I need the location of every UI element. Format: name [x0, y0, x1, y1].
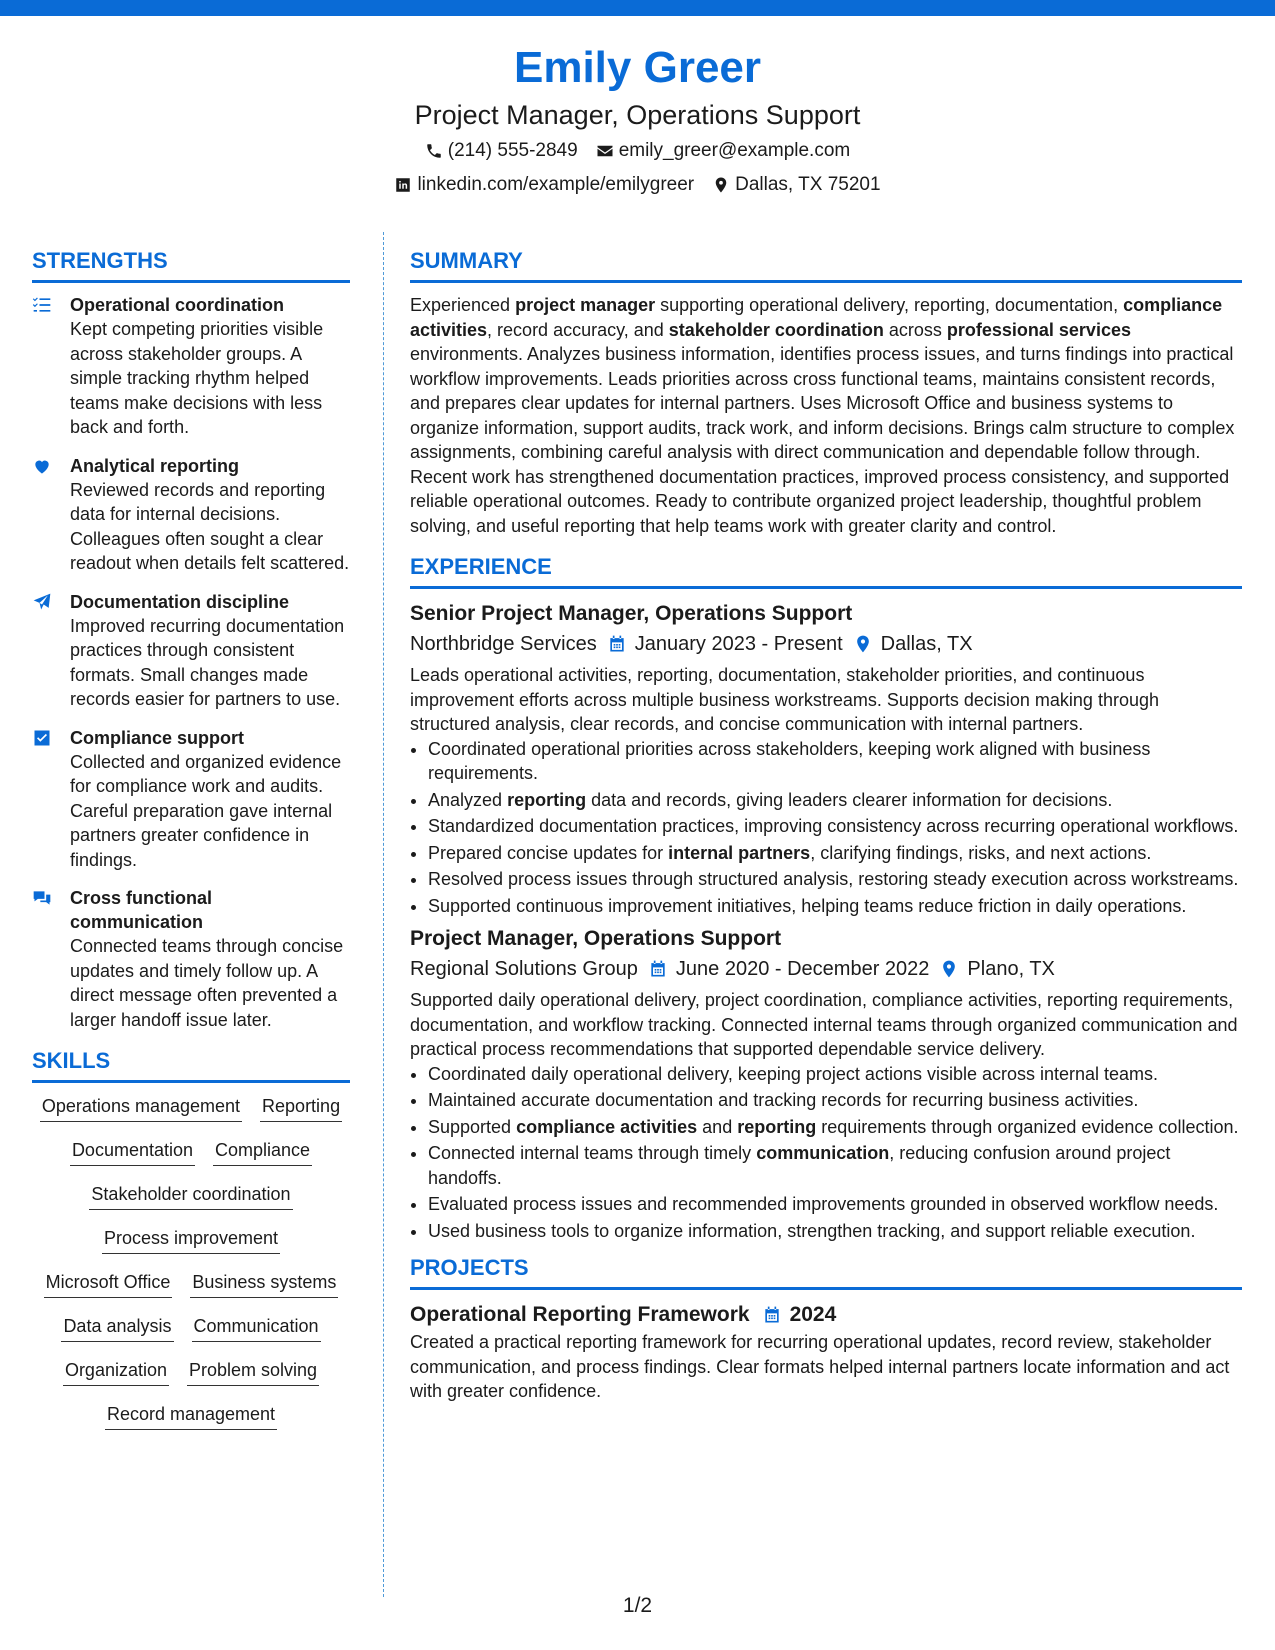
- column-divider: [383, 232, 384, 1597]
- heart-icon: [32, 456, 52, 476]
- job-entry: [410, 599, 1242, 918]
- phone-contact[interactable]: [425, 136, 578, 166]
- bullet-item: [428, 1088, 1242, 1113]
- location-text: Dallas, TX 75201: [735, 174, 881, 195]
- strength-item: [32, 886, 350, 1032]
- linkedin-icon: [394, 176, 412, 194]
- strength-icon-wrap: [32, 293, 70, 440]
- skill-tag: Data analysis: [61, 1313, 173, 1342]
- strength-item: [32, 293, 350, 440]
- text-segment: Evaluated process issues and recommended improvements grounded in observed workflow needs.: [428, 1194, 1219, 1214]
- job-location: [853, 629, 973, 659]
- calendar-icon: [607, 634, 627, 654]
- resume-header: [0, 40, 1275, 200]
- bold-text: project manager: [515, 295, 656, 315]
- text-segment: Analyzed: [428, 789, 508, 810]
- text-segment: Resolved process issues through structured analysis, restoring steady execution across workstreams.: [428, 869, 1239, 889]
- text-segment: , clarifying findings, risks, and next actions.: [810, 842, 1152, 863]
- strength-title: Cross functional communication: [70, 888, 213, 932]
- job-dates: [607, 629, 843, 659]
- company-name: Regional Solutions Group: [410, 958, 638, 980]
- project-title: Operational Reporting Framework: [410, 1303, 750, 1326]
- strength-item: [32, 454, 350, 576]
- bold-text: reporting: [507, 789, 587, 810]
- project-entry: [410, 1300, 1242, 1404]
- calendar-icon: [648, 959, 668, 979]
- location-text: Dallas, TX: [880, 633, 973, 655]
- right-column: [410, 246, 1242, 1404]
- strengths-list: [32, 293, 350, 1032]
- experience-heading: EXPERIENCE: [410, 552, 1242, 589]
- text-segment: across: [883, 319, 947, 340]
- text-segment: Used business tools to organize information, strengthen tracking, and support reliable execution.: [428, 1220, 1196, 1241]
- strength-title: Documentation discipline: [70, 591, 290, 612]
- bullet-item: [428, 1115, 1242, 1140]
- skill-tag: Operations management: [40, 1093, 242, 1122]
- strength-description: Improved recurring documentation practices through consistent formats. Small changes made records easier for partners to use.: [70, 615, 345, 709]
- contact-line-1: [0, 136, 1275, 166]
- strength-description: Connected teams through concise updates and timely follow up. A direct message often prevented a larger handoff issue later.: [70, 936, 344, 1030]
- email-contact[interactable]: [596, 136, 851, 166]
- text-segment: Experienced: [410, 295, 516, 315]
- strength-title: Operational coordination: [70, 295, 285, 315]
- bullet-item: [428, 814, 1242, 839]
- bullet-item: [428, 1062, 1242, 1087]
- bold-text: internal partners: [668, 842, 811, 863]
- skill-tag: Compliance: [213, 1137, 312, 1166]
- text-segment: Prepared concise updates for: [428, 842, 669, 863]
- strength-item: [32, 590, 350, 712]
- list-check-icon: [32, 295, 52, 315]
- strength-icon-wrap: [32, 886, 70, 1032]
- skill-tag: Business systems: [190, 1269, 338, 1298]
- skill-tag: Microsoft Office: [44, 1269, 173, 1298]
- text-segment: Supported: [428, 1116, 517, 1137]
- company-name: Northbridge Services: [410, 633, 597, 655]
- text-segment: environments. Analyzes business information, identifies process issues, and turns findings into practical workflow improvements. Leads priorities across cross functional teams, maintains consistent records, and prepares clear updates for internal partners. Uses Microsoft Office and business systems to organize information, support audits, track work, and inform decisions. Brings calm structure to complex assignments, combining careful analysis with direct communication and dependable follow through. Recent work has strengthened documentation practices, improved process consistency, and supported reliable operational outcomes. Ready to contribute organized project leadership, thoughtful problem solving, and useful reporting that help teams work with greater clarity and control.: [410, 344, 1235, 536]
- envelope-icon: [596, 142, 614, 160]
- summary-text: [410, 293, 1242, 538]
- contact-line-2: [0, 170, 1275, 200]
- bullet-item: [428, 788, 1242, 813]
- job-entry: [410, 924, 1242, 1243]
- text-segment: requirements through organized evidence collection.: [816, 1116, 1239, 1137]
- skill-tag: Stakeholder coordination: [89, 1181, 292, 1210]
- experience-list: [410, 599, 1242, 1243]
- bullet-item: [428, 894, 1242, 919]
- strength-description: Collected and organized evidence for compliance work and audits. Careful preparation gave internal partners greater confidence in findings.: [70, 751, 342, 870]
- text-segment: supporting operational delivery, reporting, documentation,: [655, 295, 1124, 315]
- linkedin-text: linkedin.com/example/emilygreer: [417, 174, 695, 195]
- strength-title: Analytical reporting: [70, 455, 240, 476]
- location-contact: [712, 170, 880, 200]
- bold-text: stakeholder coordination: [668, 319, 884, 340]
- projects-list: [410, 1300, 1242, 1404]
- bullet-item: [428, 1192, 1242, 1217]
- skill-tag: Reporting: [260, 1093, 342, 1122]
- projects-heading: PROJECTS: [410, 1253, 1242, 1290]
- project-description: Created a practical reporting framework for recurring operational updates, record review, stakeholder communication, and process findings. Clear formats helped internal partners locate information and act with greater confidence.: [410, 1332, 1230, 1401]
- skill-tag: Communication: [192, 1313, 321, 1342]
- text-segment: Maintained accurate documentation and tracking records for recurring business activities.: [428, 1090, 1139, 1110]
- candidate-title: Project Manager, Operations Support: [414, 100, 861, 130]
- text-segment: , reducing confusion around project handoffs.: [428, 1143, 1171, 1188]
- job-meta: [410, 629, 1242, 659]
- skill-tag: Documentation: [70, 1137, 195, 1166]
- job-meta: [410, 954, 1242, 984]
- job-bullets: [410, 1062, 1242, 1244]
- skills-list: [32, 1093, 350, 1445]
- job-location: [939, 954, 1054, 984]
- job-title: Senior Project Manager, Operations Support: [410, 602, 853, 625]
- bold-text: compliance activities: [410, 295, 1223, 340]
- skill-tag: Organization: [63, 1357, 169, 1386]
- text-segment: data and records, giving leaders clearer information for decisions.: [586, 789, 1113, 810]
- map-pin-icon: [853, 634, 873, 654]
- phone-text: (214) 555-2849: [447, 140, 578, 161]
- strength-icon-wrap: [32, 590, 70, 712]
- job-title: Project Manager, Operations Support: [410, 927, 782, 950]
- strength-title: Compliance support: [70, 727, 245, 748]
- summary-heading: SUMMARY: [410, 246, 1242, 283]
- email-text: emily_greer@example.com: [618, 140, 851, 161]
- linkedin-contact[interactable]: [394, 170, 694, 200]
- bold-text: professional services: [946, 319, 1131, 340]
- text-segment: Coordinated daily operational delivery, keeping project actions visible across internal teams.: [428, 1063, 1159, 1084]
- paper-plane-icon: [32, 592, 52, 612]
- strength-description: Reviewed records and reporting data for internal decisions. Colleagues often sought a clear readout when details felt scattered.: [70, 479, 350, 573]
- job-bullets: [410, 737, 1242, 919]
- skill-tag: Problem solving: [187, 1357, 319, 1386]
- strengths-heading: STRENGTHS: [32, 246, 350, 283]
- page-number: 1/2: [622, 1594, 653, 1617]
- phone-icon: [425, 142, 443, 160]
- job-dates: [648, 954, 930, 984]
- location-text: Plano, TX: [967, 958, 1055, 980]
- map-pin-icon: [712, 176, 730, 194]
- strength-description: Kept competing priorities visible across stakeholder groups. A simple tracking rhythm helped teams make decisions with less back and forth.: [70, 319, 324, 437]
- bullet-item: [428, 737, 1242, 786]
- bold-text: compliance activities: [516, 1116, 698, 1137]
- text-segment: Standardized documentation practices, improving consistency across recurring operational workflows.: [428, 816, 1239, 836]
- job-description: Supported daily operational delivery, project coordination, compliance activities, reporting requirements, documentation, and workflow tracking. Connected internal teams through organized communication and practical process recommendations that supported dependable service delivery.: [410, 990, 1238, 1059]
- calendar-icon: [762, 1305, 782, 1325]
- text-segment: Connected internal teams through timely: [428, 1143, 757, 1163]
- top-accent-bar: [0, 0, 1275, 16]
- dates-text: June 2020 - December 2022: [675, 958, 930, 980]
- strength-icon-wrap: [32, 726, 70, 873]
- strength-icon-wrap: [32, 454, 70, 576]
- project-date: [762, 1300, 837, 1330]
- text-segment: and: [697, 1116, 738, 1137]
- skills-heading: SKILLS: [32, 1046, 350, 1083]
- checkbox-icon: [32, 728, 52, 748]
- text-segment: Supported continuous improvement initiatives, helping teams reduce friction in daily operations.: [428, 895, 1187, 916]
- comments-icon: [32, 888, 52, 908]
- project-header: [410, 1300, 1242, 1330]
- map-pin-icon: [939, 959, 959, 979]
- text-segment: , record accuracy, and: [487, 319, 669, 340]
- dates-text: January 2023 - Present: [634, 633, 843, 655]
- project-year: 2024: [789, 1303, 837, 1326]
- bold-text: reporting: [737, 1116, 817, 1137]
- text-segment: Coordinated operational priorities across stakeholders, keeping work aligned with business requirements.: [428, 738, 1151, 783]
- candidate-name: Emily Greer: [513, 43, 762, 92]
- bullet-item: [428, 867, 1242, 892]
- left-column: [32, 246, 350, 1445]
- bullet-item: [428, 1141, 1242, 1190]
- bullet-item: [428, 1219, 1242, 1244]
- skill-tag: Process improvement: [102, 1225, 280, 1254]
- bullet-item: [428, 841, 1242, 866]
- strength-item: [32, 726, 350, 873]
- job-description: Leads operational activities, reporting, documentation, stakeholder priorities, and continuous improvement efforts across multiple business workstreams. Supports decision making through structured analysis, clear records, and concise communication with internal partners.: [410, 665, 1159, 734]
- bold-text: communication: [756, 1143, 890, 1163]
- skill-tag: Record management: [105, 1401, 277, 1430]
